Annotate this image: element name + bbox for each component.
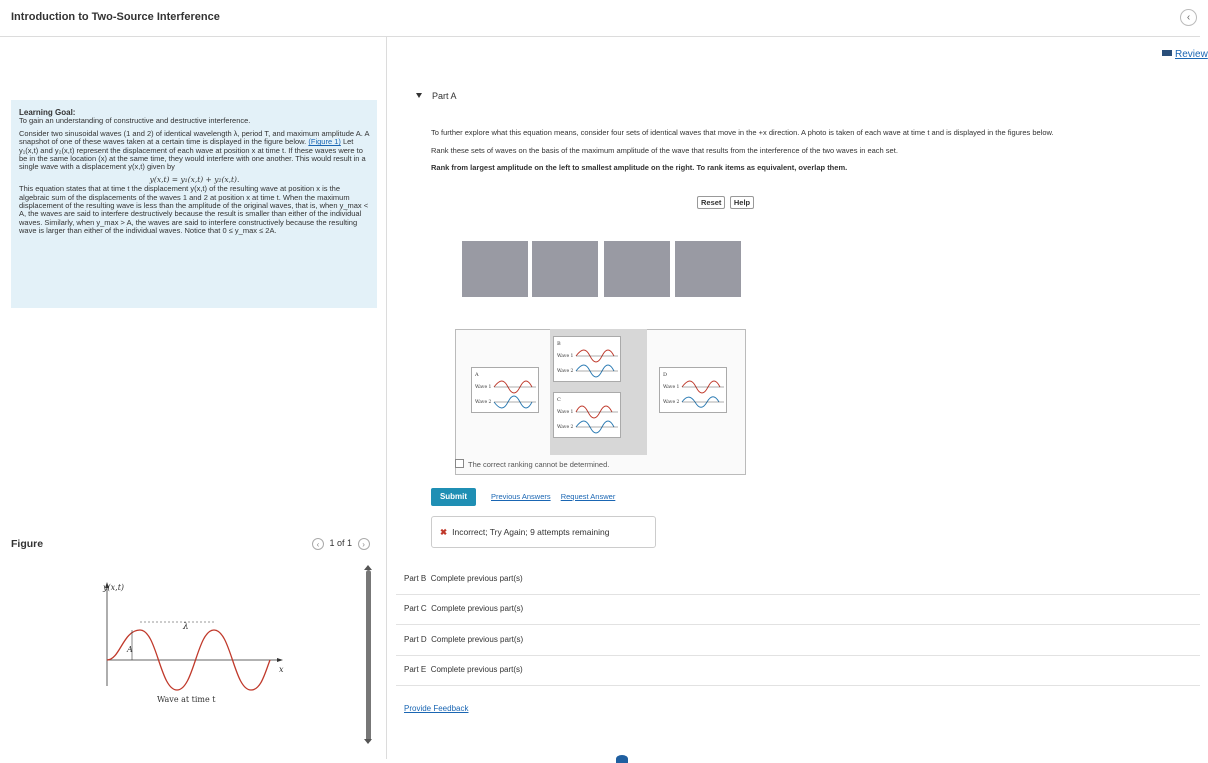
figure-pager: ‹ 1 of 1 › [312,538,370,550]
part-c-row[interactable]: Part C Complete previous part(s) [396,598,1200,625]
figure-caption: Wave at time t [157,695,216,704]
part-a-rank-desc: Rank these sets of waves on the basis of the maximum amplitude of the wave that results from the interference of the two waves in each set. [431,146,898,155]
card-letter: A [475,372,479,378]
rank-slot-3[interactable] [604,241,670,297]
goal-heading: Learning Goal: [19,108,76,117]
wave-card-b[interactable] [553,336,621,382]
cannot-determine-checkbox[interactable] [455,459,464,468]
request-answer-link[interactable]: Request Answer [560,492,616,501]
review-icon [1162,50,1172,56]
wave-1-label: Wave 1 [475,385,492,390]
collapse-button[interactable] [1180,9,1197,26]
rank-slot-1[interactable] [462,241,528,297]
reset-button[interactable]: Reset [697,196,725,209]
wave-figure [95,578,295,708]
chevron-left-icon: ‹ [1186,12,1191,23]
part-e-row[interactable]: Part E Complete previous part(s) [396,659,1200,686]
cannot-determine-option[interactable]: The correct ranking cannot be determined. [455,459,609,469]
wave-1-label: Wave 1 [663,385,680,390]
card-letter: D [663,372,668,378]
wave-card-d[interactable] [659,367,727,413]
scrollbar-thumb[interactable] [366,570,371,742]
x-icon: ✖ [440,527,448,537]
goal-paragraph-1: Consider two sinusoidal waves (1 and 2) of identical wavelength λ, period T, and maximum amplitude A. A snapshot of one of these waves taken at a certain time is displayed in the figure below. (Figure 1) Let y₁(x,t) and y₂(x,t) represent the displacement of each wave at position x at time t. If these waves were to be in the same location (x) at the same time, they would interfere with one another. This would result in a single wave with a displacement y(x,t) given by [19,128,370,172]
previous-answers-link[interactable]: Previous Answers [491,492,551,501]
help-button[interactable]: Help [730,196,754,209]
equation: y(x,t) = y₁(x,t) + y₂(x,t). [149,174,240,184]
goal-paragraph-2: This equation states that at time t the displacement y(x,t) of the resulting wave at position x is the algebraic sum of the displacements of the waves 1 and 2 at position x at time t. When the maximum displacement of the resulting wave is less than the amplitude of the original waves, that is, when y_max < A, the waves are said to interfere destructively because the result is smaller than either of the individual waves. Similarly, when y_max > A, the waves are said to interfere constructively because the resulting wave is larger than either of the individual waves. Notice that 0 ≤ y_max ≤ 2A. [19,184,369,236]
provide-feedback-link[interactable]: Provide Feedback [404,704,469,713]
page-title: Introduction to Two-Source Interference [11,11,220,23]
rank-slot-4[interactable] [675,241,741,297]
wave-2-label: Wave 2 [557,369,574,374]
next-figure-button[interactable]: › [358,538,370,550]
wave-card-c[interactable] [553,392,621,438]
part-a-intro: To further explore what this equation means, consider four sets of identical waves that move in the +x direction. A photo is taken of each wave at time t and is displayed in the figures below. [431,128,1054,137]
part-a-header[interactable]: Part A [416,91,457,101]
wave-card-a[interactable] [471,367,539,413]
panel-divider[interactable] [386,37,387,759]
header-divider [0,36,1200,37]
ranking-toolbar [697,192,754,210]
learning-goal-box [11,100,377,308]
rank-slot-2[interactable] [532,241,598,297]
answer-links [491,492,623,501]
figure-label: Figure [11,538,44,550]
submit-button[interactable]: Submit [431,488,476,506]
help-widget-tab[interactable] [616,755,628,763]
wave-2-label: Wave 2 [557,425,574,430]
part-a-rank-instruction: Rank from largest amplitude on the left to smallest amplitude on the right. To rank items as equivalent, overlap them. [431,163,848,172]
incorrect-feedback: ✖ Incorrect; Try Again; 9 attempts remaining [431,516,656,548]
wave-2-label: Wave 2 [475,400,492,405]
review-link[interactable]: Review [1162,49,1208,60]
x-axis-label: x [279,665,284,674]
part-d-row[interactable]: Part D Complete previous part(s) [396,629,1200,656]
y-axis-label: y(x,t) [103,583,125,592]
lambda-label: λ [183,622,189,632]
wave-2-label: Wave 2 [663,400,680,405]
prev-figure-button[interactable]: ‹ [312,538,324,550]
part-b-row[interactable]: Part B Complete previous part(s) [396,568,1200,595]
goal-subtitle: To gain an understanding of constructive and destructive interference. [19,116,251,126]
card-letter: B [557,341,561,347]
scroll-down-arrow[interactable] [364,739,372,744]
caret-down-icon [416,93,422,98]
card-letter: C [557,397,561,403]
wave-1-label: Wave 1 [557,410,574,415]
amplitude-label: A [127,645,133,654]
x-axis-arrow [277,658,283,662]
figure-link[interactable]: (Figure 1) [308,137,341,147]
wave-1-label: Wave 1 [557,354,574,359]
